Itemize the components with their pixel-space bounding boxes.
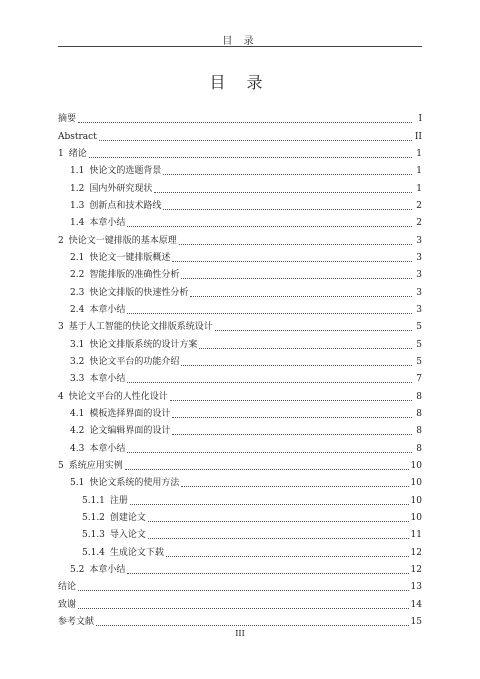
dot-leader [190,296,412,297]
header-rule [58,46,422,47]
dot-leader [148,538,409,539]
running-header: 目 录 [222,36,258,47]
toc-entry-number: 2.3 [70,287,85,298]
toc-entry-page: 7 [416,374,422,385]
toc-entry-page: 3 [416,304,422,315]
toc-entry[interactable] [58,351,422,368]
toc-entry-page: 3 [416,235,422,246]
dot-leader [172,417,412,418]
toc-entry-page: 5 [416,356,422,367]
dot-leader [127,382,412,383]
toc-entry-title: 摘要 [58,114,77,125]
dot-leader [127,573,408,574]
toc-entry[interactable] [58,437,422,454]
toc-title: 目 录 [209,73,271,92]
toc-entry-page: 1 [416,166,422,177]
dot-leader [78,122,412,123]
toc-entry-number: 4.2 [70,426,85,437]
toc-entry-title: 导入论文 [109,530,146,541]
toc-entry-number: 5 [58,460,64,471]
toc-entry-page: 8 [416,443,422,454]
toc-entry-page: 8 [416,426,422,437]
toc-entry-title: 快论文排版系统的设计方案 [89,339,198,350]
toc-entry[interactable] [58,108,422,125]
toc-entry-page: 1 [416,148,422,159]
page-number: III [235,629,245,638]
dot-leader [99,140,412,141]
toc-entry[interactable] [58,420,422,437]
toc-entry-title: 快论文一键排版的基本原理 [68,235,177,246]
toc-entry[interactable] [58,247,422,264]
toc-entry-title: Abstract [58,131,97,142]
toc-entry-number: 5.1.1 [82,495,105,506]
toc-entry-number: 5.1.4 [82,547,105,558]
dot-leader [127,452,412,453]
dot-leader [89,157,412,158]
toc-entry[interactable] [58,299,422,316]
toc-entry-number: 5.1.2 [82,512,105,523]
toc-entry-title: 结论 [58,582,77,593]
toc-entry-number: 5.1.3 [82,530,105,541]
dot-leader [127,313,412,314]
toc-entry[interactable] [58,507,422,524]
toc-entry-title: 快论文的选题背景 [89,166,162,177]
dot-leader [181,278,412,279]
toc-entry-page: 3 [416,252,422,263]
toc-entry-title: 创建论文 [109,512,146,523]
toc-entry-title: 本章小结 [89,564,126,575]
toc-entry-title: 模板选择界面的设计 [89,408,171,419]
toc-entry[interactable] [58,403,422,420]
toc-entry-title: 本章小结 [89,443,126,454]
toc-entry-page: 3 [416,287,422,298]
table-of-contents [58,108,422,628]
toc-entry[interactable] [58,541,422,558]
toc-entry-number: 1.4 [70,218,85,229]
toc-entry[interactable] [58,160,422,177]
toc-entry-title: 致谢 [58,599,77,610]
toc-entry-page: 15 [410,616,422,627]
toc-entry-number: 5.1 [70,478,85,489]
toc-entry-title: 创新点和技术路线 [89,200,162,211]
toc-entry[interactable] [58,368,422,385]
toc-entry-number: 1.3 [70,200,85,211]
toc-entry-title: 注册 [109,495,128,506]
dot-leader [166,556,409,557]
dot-leader [172,261,412,262]
toc-entry-number: 1.1 [70,166,85,177]
toc-entry-title: 国内外研究现状 [89,183,153,194]
toc-entry-number: 2.4 [70,304,85,315]
toc-entry-number: 3.2 [70,356,85,367]
toc-entry[interactable] [58,143,422,160]
toc-entry-page: 8 [416,408,422,419]
toc-entry-page: 5 [416,339,422,350]
toc-entry-title: 快论文系统的使用方法 [89,478,180,489]
dot-leader [181,486,408,487]
toc-entry-number: 1.2 [70,183,85,194]
toc-entry[interactable] [58,472,422,489]
toc-entry-title: 基于人工智能的快论文排版系统设计 [68,322,213,333]
toc-entry-number: 4 [58,391,64,402]
toc-entry-number: 2 [58,235,64,246]
dot-leader [199,348,412,349]
dot-leader [163,174,412,175]
toc-entry[interactable] [58,524,422,541]
toc-entry-title: 系统应用实例 [68,460,123,471]
toc-entry-title: 本章小结 [89,218,126,229]
toc-entry-page: 13 [410,582,422,593]
toc-entry-page: II [414,131,422,142]
toc-entry-number: 3.3 [70,374,85,385]
toc-entry-number: 1 [58,148,64,159]
toc-entry[interactable] [58,489,422,506]
dot-leader [130,504,409,505]
toc-entry-title: 生成论文下载 [109,547,164,558]
toc-entry-title: 快论文一键排版概述 [89,252,171,263]
toc-entry-title: 参考文献 [58,616,95,627]
toc-entry[interactable] [58,593,422,610]
toc-entry-title: 论文编辑界面的设计 [89,426,171,437]
toc-entry-number: 2.2 [70,270,85,281]
toc-entry-title: 绪论 [68,148,87,159]
dot-leader [215,330,412,331]
dot-leader [78,590,409,591]
toc-entry-page: 2 [416,200,422,211]
toc-entry-number: 3.1 [70,339,85,350]
toc-entry-title: 快论文排版的快速性分析 [89,287,189,298]
dot-leader [96,625,409,626]
toc-entry-title: 快论文平台的功能介绍 [89,356,180,367]
toc-entry[interactable] [58,333,422,350]
toc-entry-number: 3 [58,322,64,333]
toc-entry-number: 2.1 [70,252,85,263]
dot-leader [170,400,412,401]
toc-entry-number: 4.1 [70,408,85,419]
toc-entry[interactable] [58,316,422,333]
toc-entry[interactable] [58,264,422,281]
toc-entry-page: 11 [410,530,422,541]
toc-entry-page: 3 [416,270,422,281]
toc-entry[interactable] [58,229,422,246]
toc-entry[interactable] [58,281,422,298]
toc-entry[interactable] [58,212,422,229]
dot-leader [179,244,412,245]
toc-entry-number: 5.2 [70,564,85,575]
toc-entry-number: 4.3 [70,443,85,454]
toc-entry-page: I [418,114,422,125]
toc-entry[interactable] [58,385,422,402]
toc-entry-page: 12 [410,547,422,558]
toc-entry-page: 1 [416,183,422,194]
toc-entry-page: 14 [410,599,422,610]
toc-entry[interactable] [58,559,422,576]
dot-leader [125,469,409,470]
toc-entry-page: 10 [410,478,422,489]
toc-entry-title: 本章小结 [89,304,126,315]
dot-leader [181,365,412,366]
toc-entry[interactable] [58,125,422,142]
toc-entry[interactable] [58,455,422,472]
toc-entry-page: 12 [410,564,422,575]
dot-leader [154,192,412,193]
toc-entry-title: 本章小结 [89,374,126,385]
dot-leader [148,521,409,522]
dot-leader [172,434,412,435]
toc-entry[interactable] [58,177,422,194]
toc-entry-page: 10 [410,495,422,506]
toc-entry[interactable] [58,611,422,628]
toc-entry-page: 8 [416,391,422,402]
toc-entry[interactable] [58,195,422,212]
toc-entry-page: 5 [416,322,422,333]
toc-entry-page: 2 [416,218,422,229]
dot-leader [127,226,412,227]
toc-entry[interactable] [58,576,422,593]
toc-entry-title: 快论文平台的人性化设计 [68,391,168,402]
dot-leader [163,209,412,210]
toc-entry-page: 10 [410,460,422,471]
toc-entry-title: 智能排版的准确性分析 [89,270,180,281]
dot-leader [78,608,409,609]
toc-entry-page: 10 [410,512,422,523]
